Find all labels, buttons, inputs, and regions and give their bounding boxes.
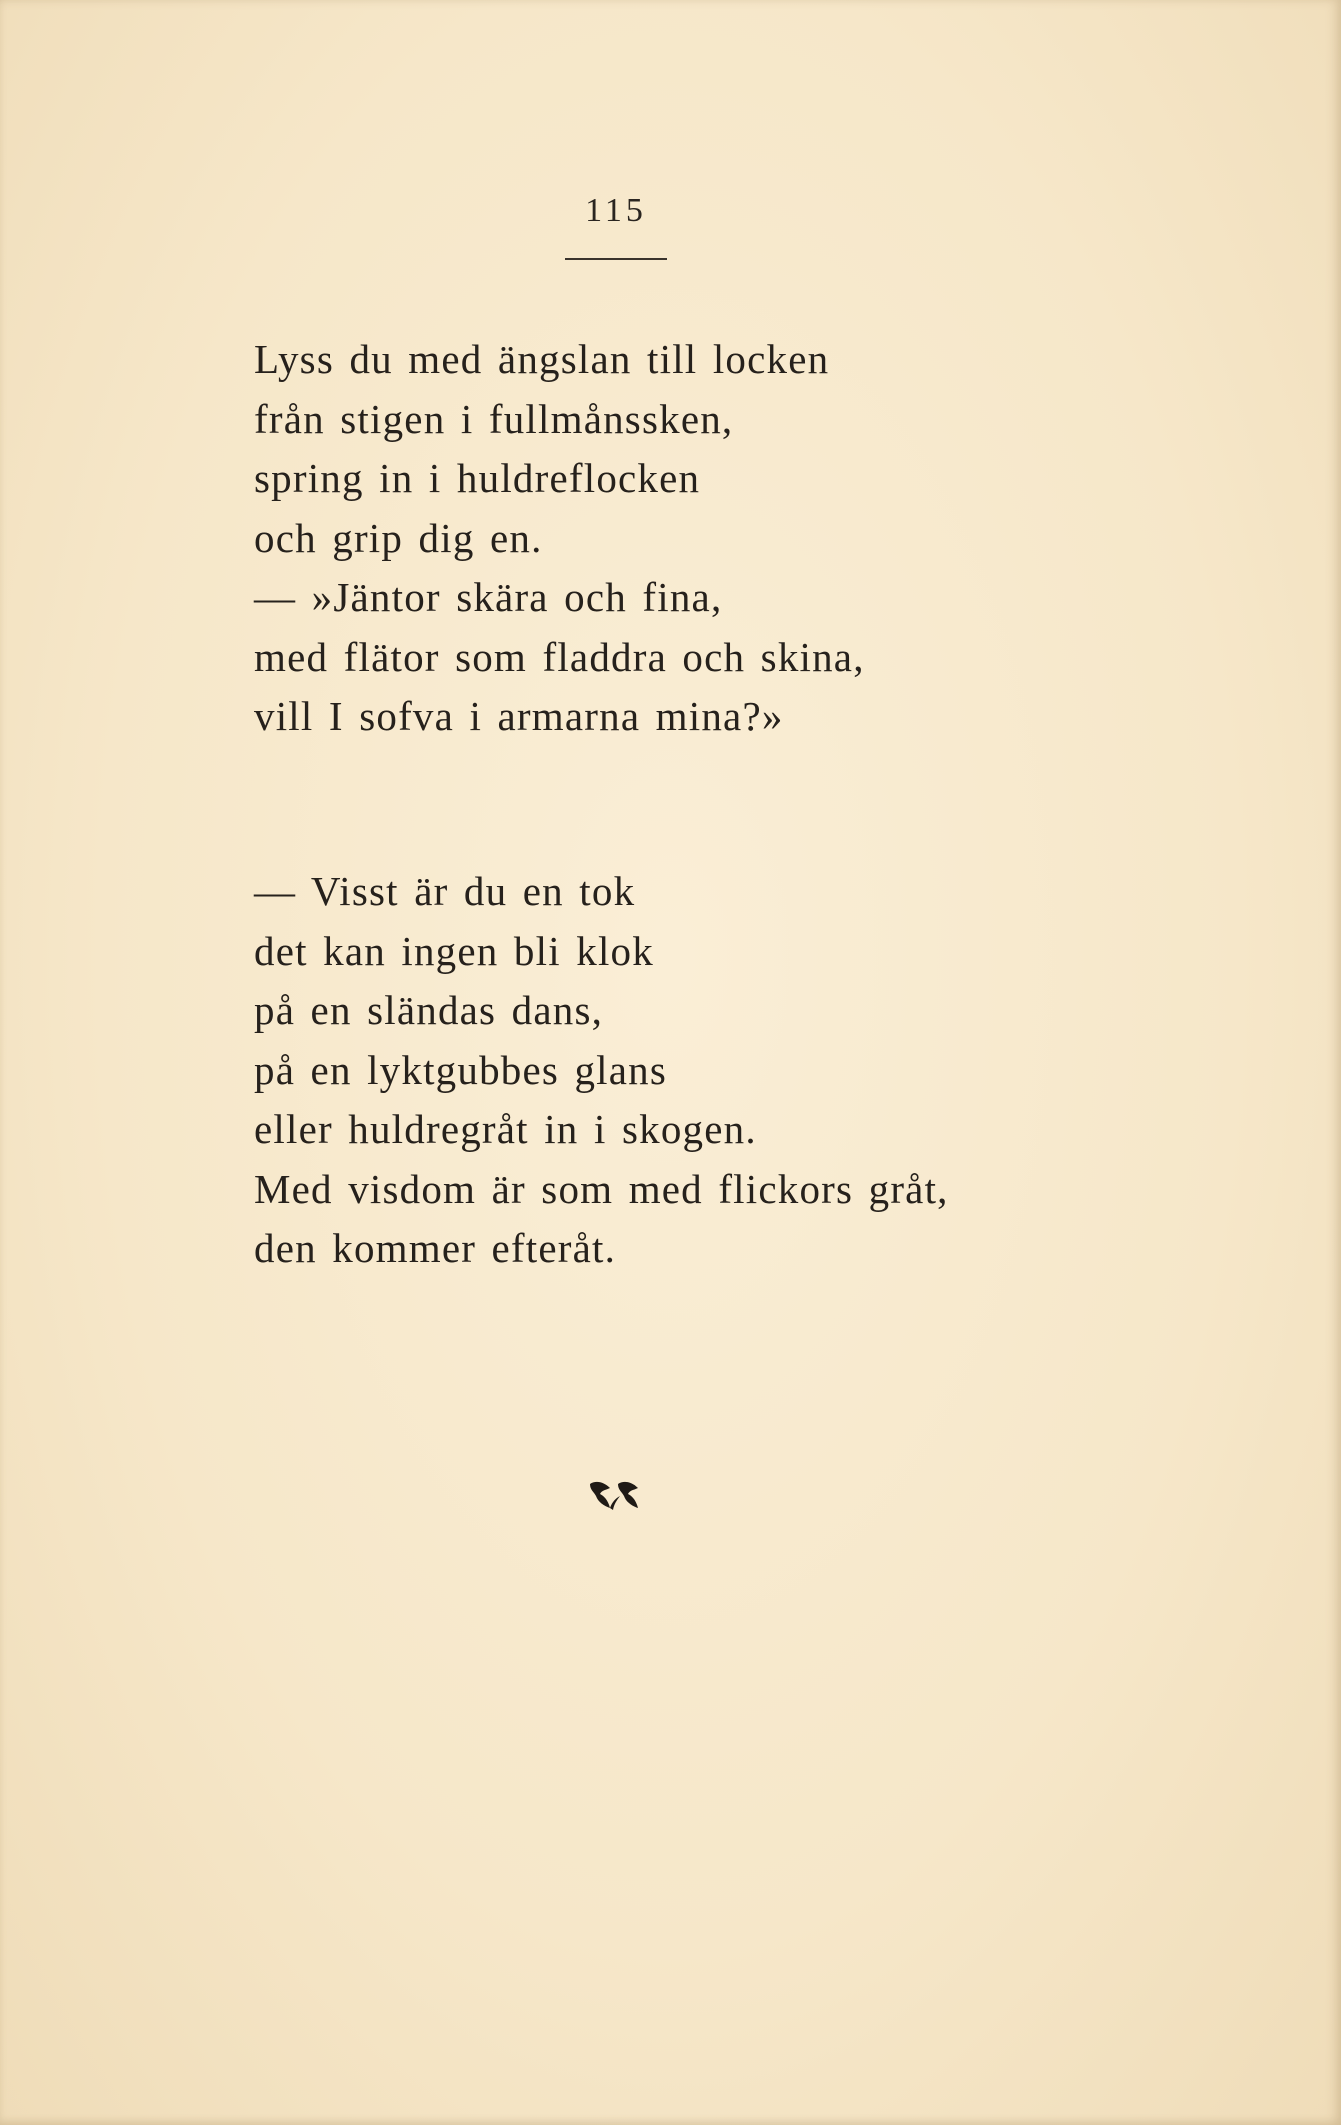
poem-line: Lyss du med ängslan till locken (254, 336, 830, 382)
poem-line: från stigen i fullmånssken, (254, 395, 734, 442)
page-number-rule (565, 258, 667, 260)
stanza-1 (254, 330, 865, 747)
poem-line: spring in i huldreflocken (254, 455, 701, 501)
fleuron-icon (0, 1478, 1232, 1518)
poem-line: — Visst är du en tok (254, 868, 636, 914)
poem-line: och grip dig en. (254, 514, 543, 561)
poem-line: det kan ingen bli klok (254, 927, 654, 974)
poem-line: eller huldregråt in i skogen. (254, 1106, 757, 1152)
page-number: 115 (585, 192, 647, 229)
poem-line: på en sländas dans, (254, 987, 604, 1033)
poem-line: vill I sofva i armarna mina?» (254, 693, 784, 739)
stanza-2 (254, 862, 949, 1279)
poem-line: Med visdom är som med flickors gråt, (254, 1165, 949, 1212)
poem-line: — »Jäntor skära och fina, (254, 574, 723, 620)
poem-line: den kommer efteråt. (254, 1225, 617, 1271)
poem-line: med flätor som fladdra och skina, (254, 633, 865, 680)
poem-line: på en lyktgubbes glans (254, 1046, 668, 1093)
